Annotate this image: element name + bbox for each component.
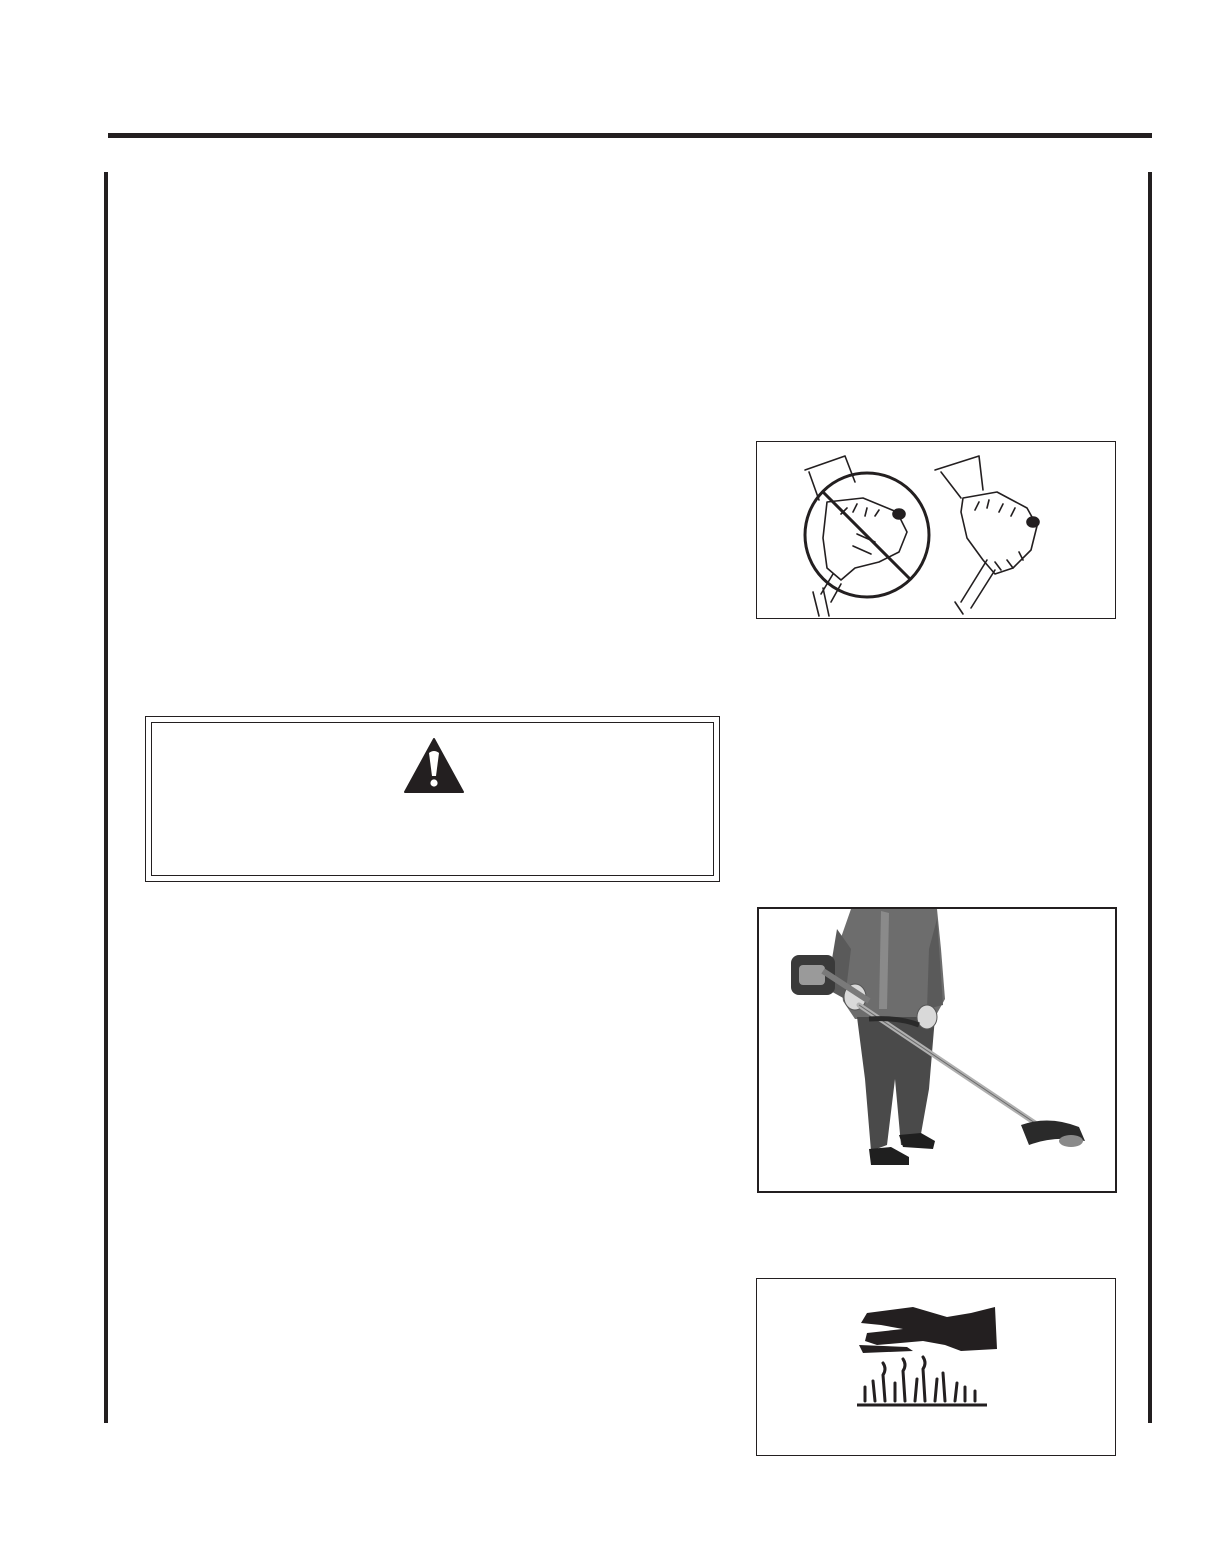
header-rule	[108, 133, 1152, 138]
grip-illustration	[757, 442, 1114, 617]
warning-box	[145, 716, 720, 882]
operator-photo-figure	[757, 907, 1117, 1193]
gloves-grip-figure	[756, 441, 1116, 619]
warning-triangle-icon	[403, 737, 465, 795]
hot-surface-figure	[756, 1278, 1116, 1456]
correct-grip-icon	[935, 456, 1039, 614]
operator-with-trimmer-photo	[759, 909, 1115, 1191]
prohibited-grip-icon	[805, 456, 929, 616]
right-margin-bar	[1148, 172, 1152, 1423]
hot-surface-hand-icon	[757, 1279, 1114, 1454]
left-margin-bar	[104, 172, 108, 1423]
